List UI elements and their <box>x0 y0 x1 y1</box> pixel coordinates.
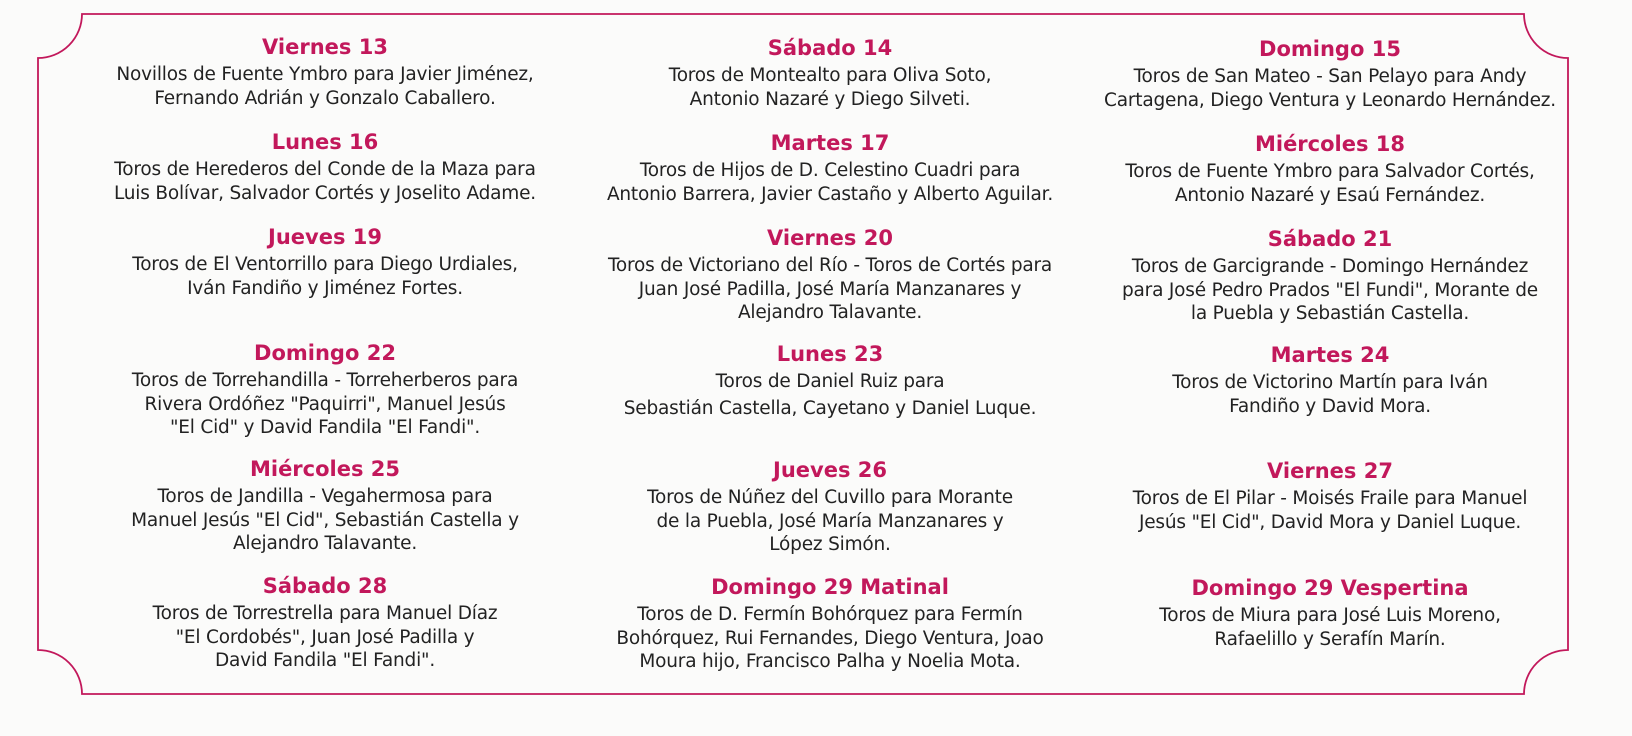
desc-line: Toros de El Pilar - Moisés Fraile para Manuel <box>1132 488 1528 509</box>
desc-line: "El Cordobés", Juan José Padilla y <box>175 626 475 648</box>
event-day: Miércoles 18 <box>1254 132 1406 156</box>
event-martes-17 <box>590 128 1070 206</box>
event-day: Sábado 21 <box>1267 227 1393 251</box>
desc-line: Bohórquez, Rui Fernandes, Diego Ventura, Joao <box>616 627 1044 649</box>
desc-line: Antonio Nazaré y Esaú Fernández. <box>1174 184 1486 206</box>
event-viernes-27 <box>1090 456 1570 534</box>
desc-line: Luis Bolívar, Salvador Cortés y Joselito Adame. <box>113 182 536 204</box>
event-day: Sábado 28 <box>262 574 388 598</box>
event-desc <box>1090 160 1570 207</box>
desc-line: la Puebla y Sebastián Castella. <box>1190 303 1470 324</box>
desc-line: Jesús "El Cid", David Mora y Daniel Luque. <box>1138 511 1522 533</box>
event-domingo-22 <box>90 338 560 440</box>
desc-line: Moura hijo, Francisco Palha y Noelia Mota. <box>639 651 1021 672</box>
event-miercoles-18 <box>1090 129 1570 207</box>
event-domingo-29-vespertina <box>1090 573 1570 651</box>
event-sabado-14 <box>590 33 1070 111</box>
event-domingo-29-matinal <box>590 572 1070 674</box>
event-day: Lunes 16 <box>271 130 379 154</box>
desc-line: Toros de Victorino Martín para Iván <box>1172 372 1488 393</box>
desc-line: Toros de D. Fermín Bohórquez para Fermín <box>637 604 1023 625</box>
event-desc <box>1090 487 1570 534</box>
desc-line: Toros de Fuente Ymbro para Salvador Cortés, <box>1125 161 1535 182</box>
event-desc <box>590 603 1070 674</box>
desc-line: Cartagena, Diego Ventura y Leonardo Hernández. <box>1104 89 1556 111</box>
desc-line: Toros de Daniel Ruiz para <box>715 371 945 392</box>
desc-line: para José Pedro Prados "El Fundi", Morante de <box>1122 279 1538 301</box>
desc-line: Toros de Núñez del Cuvillo para Morante <box>647 487 1013 508</box>
desc-line: Rafaelillo y Serafín Marín. <box>1214 628 1446 650</box>
event-day: Domingo 29 Matinal <box>711 575 949 599</box>
desc-line: Toros de El Ventorrillo para Diego Urdiales, <box>132 254 518 275</box>
event-desc <box>1090 65 1570 112</box>
event-day: Miércoles 25 <box>249 457 401 481</box>
event-domingo-15 <box>1090 34 1570 112</box>
event-desc <box>1090 604 1570 651</box>
event-viernes-13 <box>90 32 560 110</box>
event-jueves-19 <box>90 222 560 300</box>
event-desc <box>90 485 560 556</box>
desc-line: Toros de Herederos del Conde de la Maza para <box>114 159 536 180</box>
desc-line: Toros de Garcigrande - Domingo Hernández <box>1131 256 1529 277</box>
event-desc <box>90 369 560 440</box>
desc-line: Antonio Barrera, Javier Castaño y Alberto Aguilar. <box>606 183 1054 205</box>
desc-line: Toros de San Mateo - San Pelayo para Andy <box>1133 66 1527 87</box>
event-day: Domingo 15 <box>1259 37 1401 61</box>
desc-line: Toros de Jandilla - Vegahermosa para <box>157 486 493 507</box>
desc-line: Fernando Adrián y Gonzalo Caballero. <box>154 87 496 109</box>
event-day: Sábado 14 <box>767 36 893 60</box>
event-day: Martes 17 <box>770 131 890 155</box>
event-sabado-21 <box>1090 224 1570 326</box>
event-day: Domingo 29 Vespertina <box>1191 576 1469 600</box>
desc-line: Toros de Miura para José Luis Moreno, <box>1159 605 1501 626</box>
event-sabado-28 <box>90 571 560 673</box>
event-martes-24 <box>1090 340 1570 418</box>
event-day: Lunes 23 <box>776 342 884 366</box>
event-desc <box>590 159 1070 206</box>
event-day: Domingo 22 <box>254 341 396 365</box>
event-desc <box>1090 255 1570 326</box>
desc-line: Toros de Victoriano del Río - Toros de Cortés para <box>607 255 1053 276</box>
desc-line: Fandiño y David Mora. <box>1229 395 1431 417</box>
event-desc <box>1090 371 1570 418</box>
event-lunes-23 <box>590 339 1070 420</box>
desc-line: Alejandro Talavante. <box>232 533 418 554</box>
event-desc <box>590 370 1070 420</box>
desc-line: López Simón. <box>769 534 891 555</box>
event-day: Viernes 27 <box>1267 459 1393 483</box>
desc-line: Alejandro Talavante. <box>737 302 923 323</box>
event-desc <box>90 253 560 300</box>
event-desc <box>90 158 560 205</box>
event-desc <box>90 63 560 110</box>
desc-line: Antonio Nazaré y Diego Silveti. <box>689 88 971 110</box>
event-day: Jueves 19 <box>268 225 382 249</box>
desc-line: Manuel Jesús "El Cid", Sebastián Castella y <box>131 509 519 531</box>
desc-line: David Fandila "El Fandi". <box>214 650 436 671</box>
event-desc <box>590 254 1070 325</box>
desc-line: Juan José Padilla, José María Manzanares y <box>638 278 1022 300</box>
desc-line: Novillos de Fuente Ymbro para Javier Jiménez, <box>116 64 534 85</box>
desc-line: de la Puebla, José María Manzanares y <box>656 510 1004 532</box>
desc-line: Sebastián Castella, Cayetano y Daniel Luque. <box>623 397 1037 419</box>
desc-line: "El Cid" y David Fandila "El Fandi". <box>169 417 481 438</box>
event-day: Martes 24 <box>1270 343 1390 367</box>
desc-line: Iván Fandiño y Jiménez Fortes. <box>187 277 463 299</box>
event-desc <box>90 602 560 673</box>
desc-line: Toros de Hijos de D. Celestino Cuadri para <box>639 160 1021 181</box>
event-viernes-20 <box>590 223 1070 325</box>
event-desc <box>590 64 1070 111</box>
event-day: Jueves 26 <box>773 458 887 482</box>
event-miercoles-25 <box>90 454 560 556</box>
desc-line: Toros de Torrestrella para Manuel Díaz <box>152 603 498 624</box>
event-day: Viernes 13 <box>262 35 388 59</box>
desc-line: Rivera Ordóñez "Paquirri", Manuel Jesús <box>144 393 506 415</box>
event-day: Viernes 20 <box>767 226 893 250</box>
desc-line: Toros de Torrehandilla - Torreherberos para <box>131 370 519 391</box>
event-lunes-16 <box>90 127 560 205</box>
event-desc <box>590 486 1070 557</box>
schedule-grid <box>70 30 1560 710</box>
event-jueves-26 <box>590 455 1070 557</box>
desc-line: Toros de Montealto para Oliva Soto, <box>668 65 992 86</box>
